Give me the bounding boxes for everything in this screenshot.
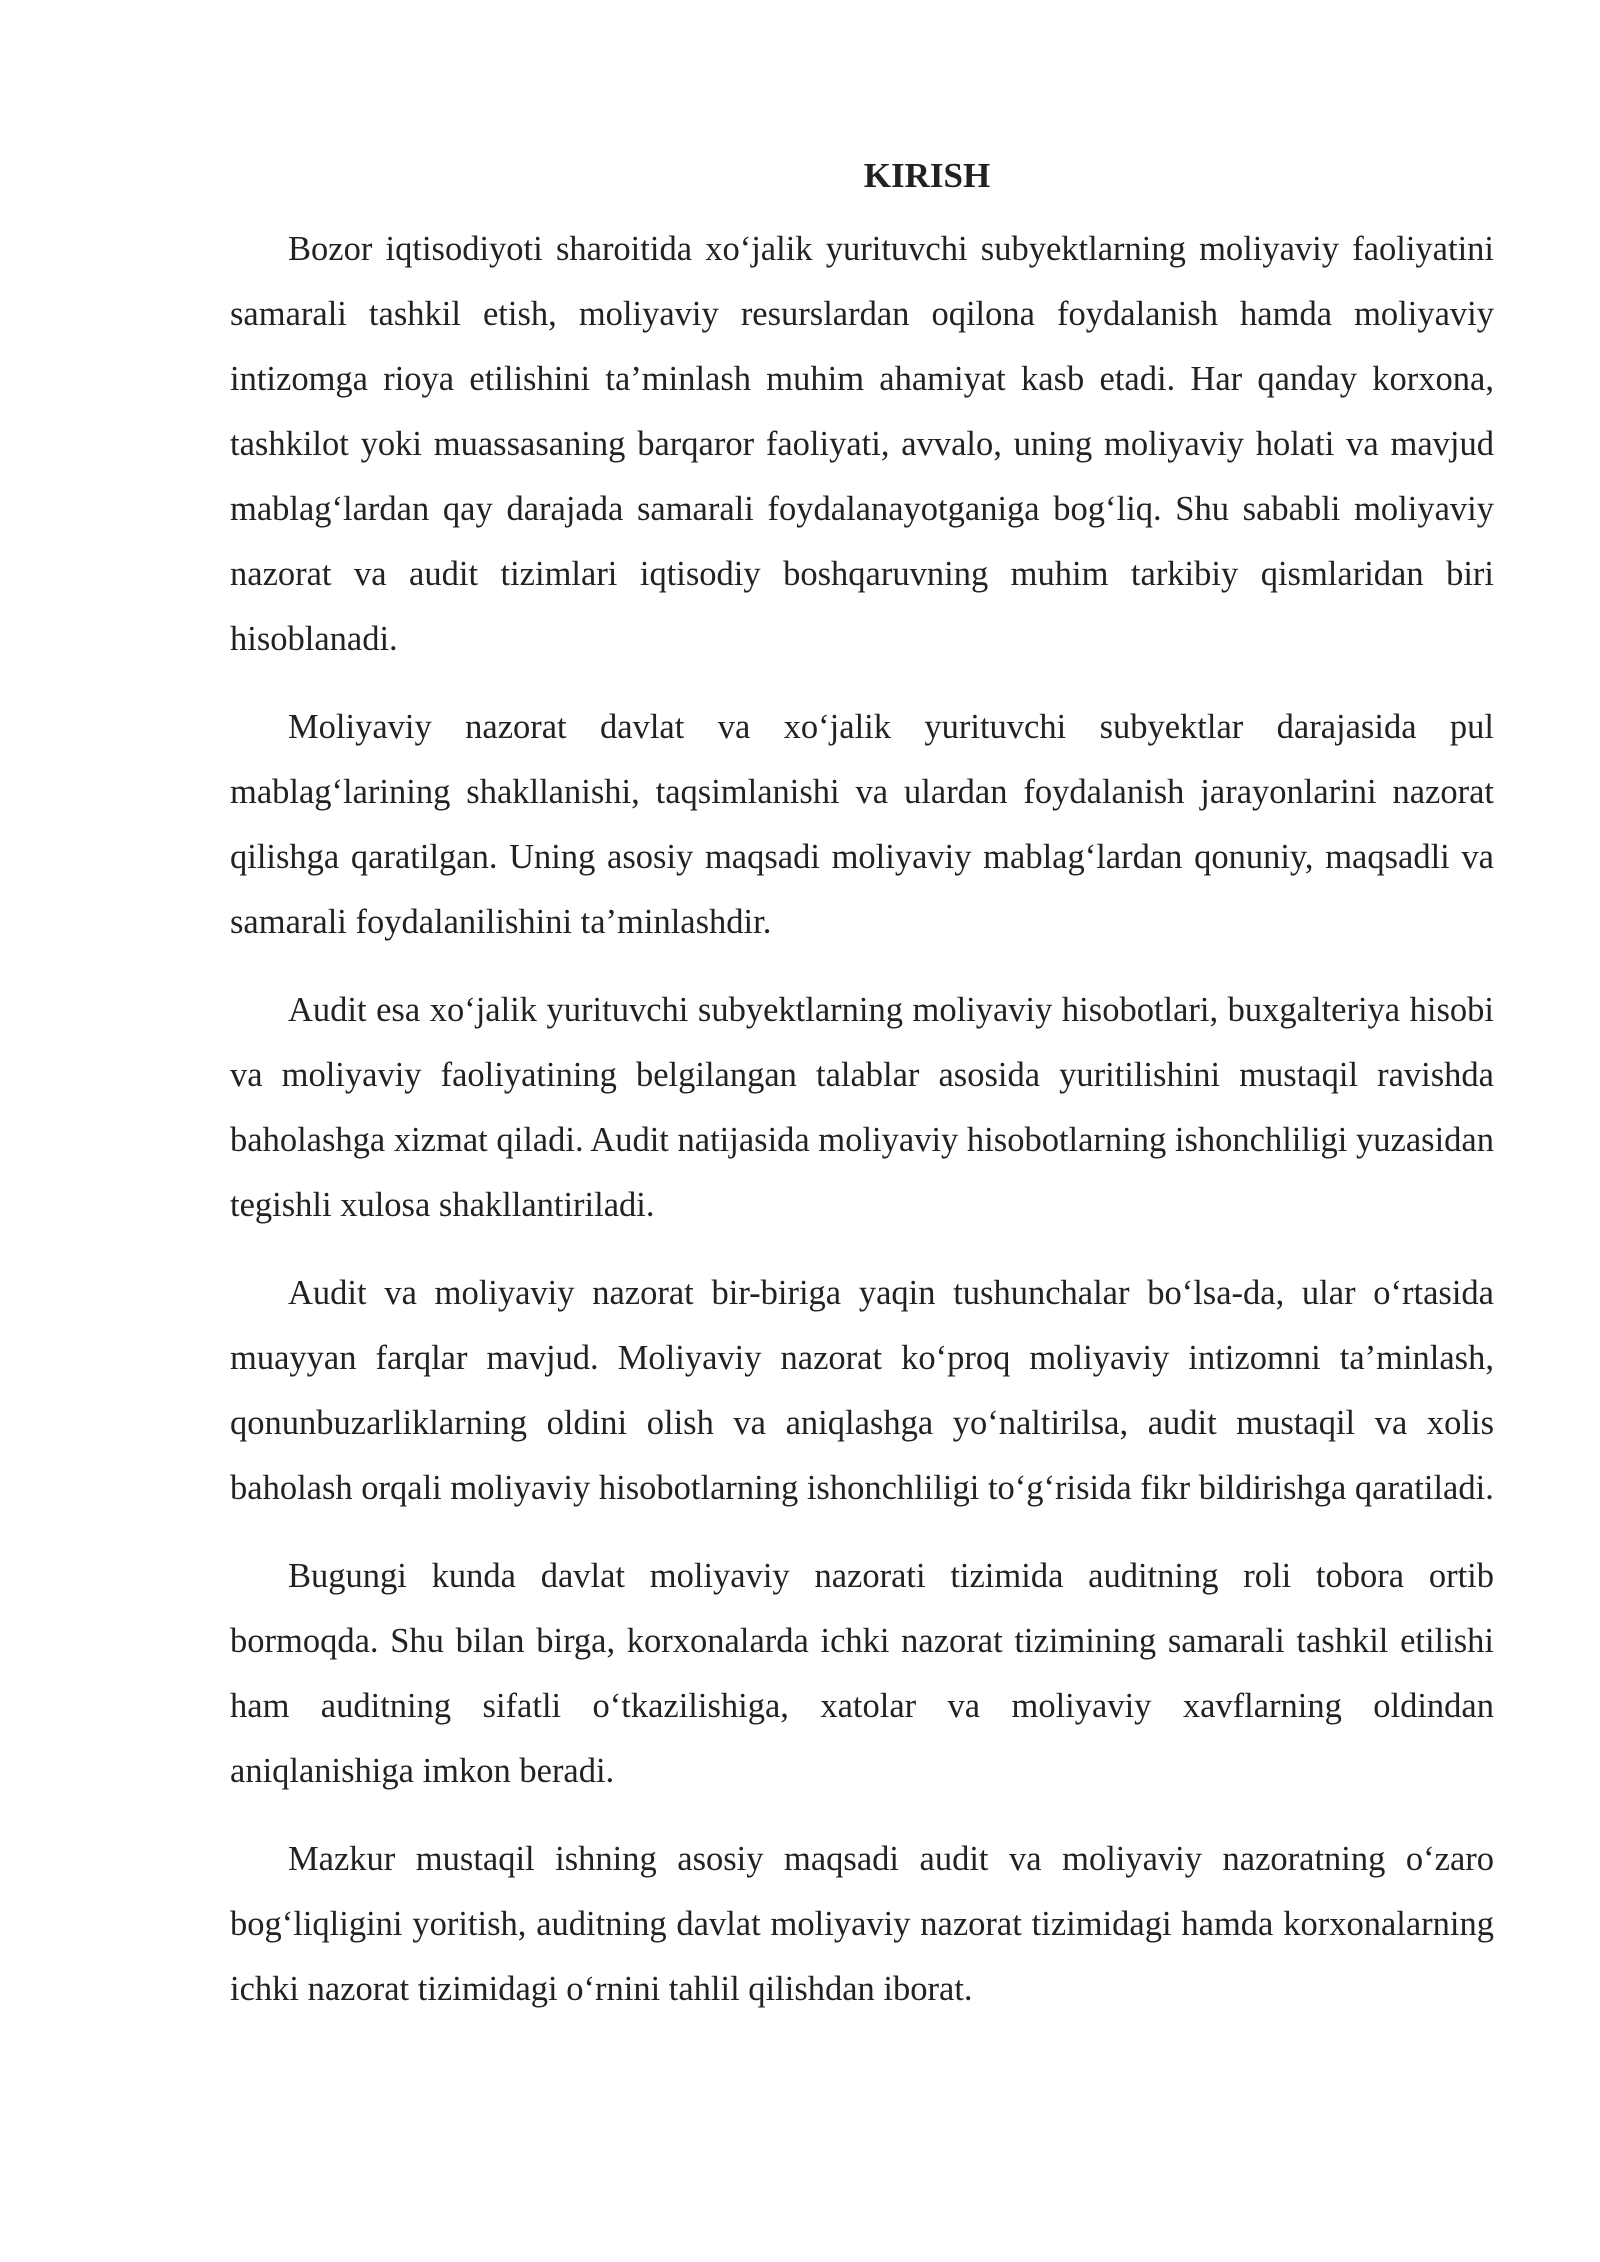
paragraph-6: Mazkur mustaqil ishning asosiy maqsadi audit va moliyaviy nazoratning o‘zaro bog‘liqligini yoritish, auditning davlat moliyaviy nazorat tizimidagi hamda korxonalarning ichki nazorat tizimidagi o‘rnini tahlil qilishdan iborat. xyxy=(230,1840,1494,2008)
page-title: KIRISH xyxy=(863,156,991,195)
paragraph-5: Bugungi kunda davlat moliyaviy nazorati tizimida auditning roli tobora ortib bormoqda. Shu bilan birga, korxonalarda ichki nazorat tizimining samarali tashkil etilishi ham auditning sifatli o‘tkazilishiga, xatolar va moliyaviy xavflarning oldindan aniqlanishiga imkon beradi. xyxy=(230,1557,1494,1790)
document-body xyxy=(230,148,1494,2045)
paragraph-3: Audit esa xo‘jalik yurituvchi subyektlarning moliyaviy hisobotlari, buxgalteriya hisobi va moliyaviy faoliyatining belgilangan talablar asosida yuritilishini mustaqil ravishda baholashga xizmat qiladi. Audit natijasida moliyaviy hisobotlarning ishonchliligi yuzasidan tegishli xulosa shakllantiriladi. xyxy=(230,991,1494,1224)
paragraph-4: Audit va moliyaviy nazorat bir-biriga yaqin tushunchalar bo‘lsa-da, ular o‘rtasida muayyan farqlar mavjud. Moliyaviy nazorat ko‘proq moliyaviy intizomni ta’minlash, qonunbuzarliklarning oldini olish va aniqlashga yo‘naltirilsa, audit mustaqil va xolis baholash orqali moliyaviy hisobotlarning ishonchliligi to‘g‘risida fikr bildirishga qaratiladi. xyxy=(230,1274,1494,1507)
paragraph-1: Bozor iqtisodiyoti sharoitida xo‘jalik yurituvchi subyektlarning moliyaviy faoliyatini samarali tashkil etish, moliyaviy resurslardan oqilona foydalanish hamda moliyaviy intizomga rioya etilishini ta’minlash muhim ahamiyat kasb etadi. Har qanday korxona, tashkilot yoki muassasaning barqaror faoliyati, avvalo, uning moliyaviy holati va mavjud mablag‘lardan qay darajada samarali foydalanayotganiga bog‘liq. Shu sababli moliyaviy nazorat va audit tizimlari iqtisodiy boshqaruvning muhim tarkibiy qismlaridan biri hisoblanadi. xyxy=(230,230,1494,658)
paragraph-2: Moliyaviy nazorat davlat va xo‘jalik yurituvchi subyektlar darajasida pul mablag‘larining shakllanishi, taqsimlanishi va ulardan foydalanish jarayonlarini nazorat qilishga qaratilgan. Uning asosiy maqsadi moliyaviy mablag‘lardan qonuniy, maqsadli va samarali foydalanilishini ta’minlashdir. xyxy=(230,708,1494,941)
